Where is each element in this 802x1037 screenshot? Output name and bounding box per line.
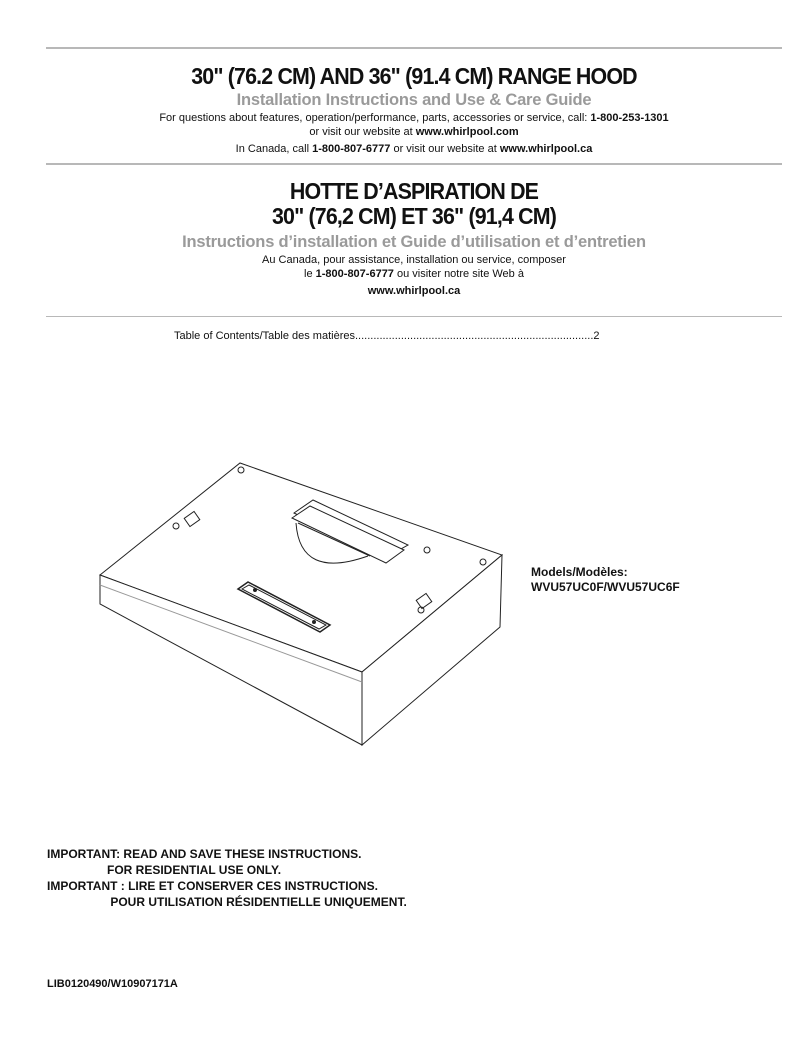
contact-text: In Canada, call: [235, 143, 313, 155]
important-en-2: FOR RESIDENTIAL USE ONLY.: [47, 863, 282, 877]
important-en-1: IMPORTANT: READ AND SAVE THESE INSTRUCTIONS.: [47, 847, 362, 861]
important-fr-1: IMPORTANT : LIRE ET CONSERVER CES INSTRUCTIONS.: [47, 879, 378, 893]
contact-text: le: [304, 268, 316, 280]
french-website-link[interactable]: www.whirlpool.ca: [367, 285, 461, 297]
toc-label: Table of Contents/Table des matières: [174, 330, 355, 342]
french-contact-line-1: Au Canada, pour assistance, installation ou service, composer: [262, 254, 566, 266]
french-subtitle: Instructions d’installation et Guide d’utilisation et d’entretien: [182, 233, 646, 251]
english-subtitle: Installation Instructions and Use & Care Guide: [236, 91, 592, 109]
french-title-line-1: HOTTE D’ASPIRATION DE: [289, 178, 539, 204]
french-title-line-2: 30" (76,2 CM) ET 36" (91,4 CM): [271, 203, 557, 229]
english-title: 30" (76.2 CM) AND 36" (91.4 CM) RANGE HOOD: [191, 63, 637, 89]
important-fr-2: POUR UTILISATION RÉSIDENTIELLE UNIQUEMENT.: [47, 895, 407, 909]
us-phone: 1-800-253-1301: [590, 112, 669, 124]
model-numbers: WVU57UC0F/WVU57UC6F: [531, 580, 680, 594]
models-block: [531, 565, 680, 595]
contact-text: ou visiter notre site Web à: [393, 268, 524, 280]
french-phone: 1-800-807-6777: [315, 268, 394, 280]
toc-page: 2: [593, 330, 600, 342]
contact-text: For questions about features, operation/performance, parts, accessories or service, call:: [159, 112, 591, 124]
us-website-link[interactable]: www.whirlpool.com: [415, 126, 519, 138]
toc-leader: ..............................................................................: [355, 330, 594, 342]
models-label: Models/Modèles:: [531, 565, 628, 579]
canada-website-link[interactable]: www.whirlpool.ca: [499, 143, 593, 155]
important-notice: [47, 846, 407, 910]
contact-text: or visit our website at: [309, 126, 416, 138]
canada-phone: 1-800-807-6777: [312, 143, 391, 155]
part-number: LIB0120490/W10907171A: [47, 978, 178, 990]
contact-text: or visit our website at: [390, 143, 500, 155]
